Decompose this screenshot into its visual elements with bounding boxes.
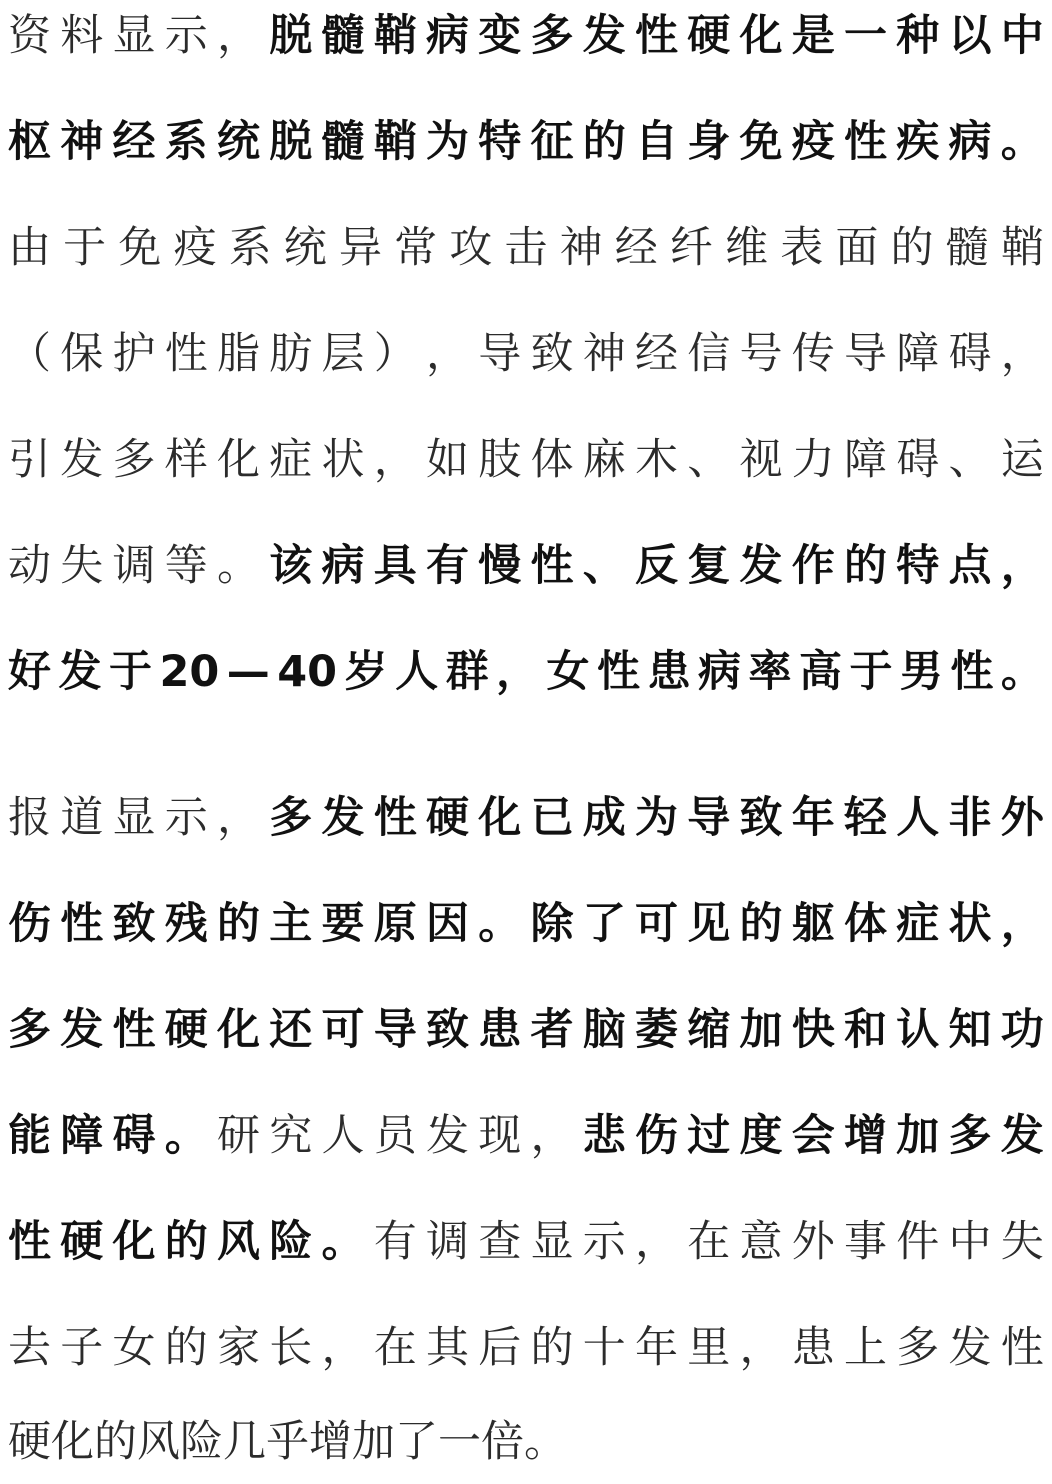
text-line (8, 1000, 1044, 1060)
text-glyph: 人 (395, 647, 439, 697)
text-glyph: 。 (478, 899, 522, 949)
text-glyph: 失 (60, 541, 104, 591)
text-glyph: 障 (896, 329, 940, 379)
text-glyph: 碍 (896, 435, 940, 485)
text-glyph: 子 (60, 1323, 104, 1373)
text-glyph: 40 (277, 647, 338, 697)
text-line (8, 6, 1044, 66)
text-glyph: 样 (164, 435, 208, 485)
text-glyph: 见 (687, 899, 731, 949)
text-glyph: 化 (217, 1005, 260, 1055)
text-glyph: 长 (269, 1323, 313, 1373)
text-glyph: 发 (58, 647, 102, 697)
text-glyph: 护 (112, 329, 156, 379)
text-glyph: 率 (748, 647, 792, 697)
text-glyph: 过 (687, 1111, 731, 1161)
text-glyph: 、 (582, 541, 626, 591)
text-glyph: 报 (8, 793, 51, 843)
text-glyph: 鞘 (373, 117, 417, 167)
text-glyph: 十 (582, 1323, 626, 1373)
text-line (8, 788, 1044, 848)
text-glyph: 高 (798, 647, 842, 697)
text-glyph: 发 (426, 1111, 469, 1161)
text-glyph: 发 (739, 541, 783, 591)
text-glyph: 慢 (478, 541, 522, 591)
text-line (8, 536, 1044, 596)
text-glyph: 木 (635, 435, 678, 485)
text-glyph: 有 (426, 541, 469, 591)
text-glyph: 人 (321, 1111, 365, 1161)
text-glyph: 功 (1000, 1005, 1044, 1055)
text-glyph: 年 (635, 1323, 678, 1373)
text-glyph: 导 (687, 793, 731, 843)
text-glyph: 枢 (8, 117, 51, 167)
text-glyph: 倍 (481, 1417, 524, 1467)
text-line (8, 642, 1044, 702)
text-glyph: 会 (791, 1111, 835, 1161)
text-glyph: 一 (438, 1417, 481, 1467)
text-glyph: 经 (614, 223, 658, 273)
text-glyph: 硬 (164, 1005, 208, 1055)
text-glyph: 的 (164, 1217, 208, 1267)
text-glyph: 等 (164, 541, 208, 591)
text-glyph: 硬 (687, 11, 731, 61)
text-glyph: 纤 (669, 223, 713, 273)
text-glyph: 了 (582, 899, 626, 949)
text-glyph: 悲 (582, 1111, 626, 1161)
text-glyph: 调 (426, 1217, 469, 1267)
text-glyph: 碍 (112, 1111, 156, 1161)
text-glyph: 男 (899, 647, 943, 697)
text-glyph: 鞘 (373, 11, 417, 61)
text-glyph: ， (373, 435, 417, 485)
text-glyph: 。 (1000, 117, 1044, 167)
text-glyph: 岁 (344, 647, 388, 697)
text-glyph: 特 (896, 541, 940, 591)
text-glyph: 以 (948, 11, 992, 61)
text-glyph: 神 (582, 329, 626, 379)
text-glyph: 视 (739, 435, 783, 485)
text-glyph: 多 (530, 11, 574, 61)
text-glyph: 躯 (791, 899, 835, 949)
text-glyph: 神 (60, 117, 104, 167)
text-glyph: 疾 (896, 117, 940, 167)
text-glyph: 发 (60, 435, 104, 485)
text-glyph: 传 (791, 329, 835, 379)
text-glyph: 多 (8, 1005, 51, 1055)
text-glyph: 多 (948, 1111, 992, 1161)
text-glyph: 风 (217, 1217, 260, 1267)
text-glyph: 动 (8, 541, 51, 591)
text-glyph: 保 (60, 329, 104, 379)
text-glyph: 轻 (844, 793, 887, 843)
text-glyph: 状 (321, 435, 365, 485)
text-glyph: 的 (164, 1323, 208, 1373)
text-glyph: 肪 (269, 329, 313, 379)
text-glyph: 萎 (635, 1005, 678, 1055)
text-glyph: 了 (395, 1417, 438, 1467)
text-glyph: 体 (844, 899, 887, 949)
text-glyph: 层 (321, 329, 365, 379)
text-glyph: 性 (950, 647, 994, 697)
text-glyph: 致 (426, 1005, 469, 1055)
text-glyph: 具 (373, 541, 417, 591)
text-glyph: 加 (352, 1417, 395, 1467)
text-glyph: 失 (1000, 1217, 1044, 1267)
text-glyph: 。 (321, 1217, 365, 1267)
text-glyph: 表 (780, 223, 824, 273)
text-line (8, 1318, 1044, 1378)
text-line (8, 1106, 1044, 1166)
text-glyph: 伤 (635, 1111, 678, 1161)
text-glyph: 加 (739, 1005, 783, 1055)
text-line (8, 324, 1044, 384)
text-glyph: 髓 (321, 117, 365, 167)
text-glyph: 示 (164, 11, 208, 61)
text-glyph: 导 (844, 329, 887, 379)
text-glyph: 知 (948, 1005, 992, 1055)
text-glyph: 为 (426, 117, 469, 167)
text-glyph: 常 (394, 223, 438, 273)
text-glyph: 去 (8, 1323, 51, 1373)
text-glyph: 的 (582, 117, 626, 167)
text-glyph: 统 (283, 223, 327, 273)
text-glyph: 变 (478, 11, 522, 61)
text-glyph: 险 (180, 1417, 223, 1467)
text-glyph: 已 (530, 793, 574, 843)
text-glyph: 征 (530, 117, 574, 167)
text-glyph: 体 (530, 435, 574, 485)
text-glyph: 的 (739, 899, 783, 949)
text-glyph: 上 (844, 1323, 887, 1373)
text-glyph: 意 (739, 1217, 783, 1267)
text-glyph: 免 (118, 223, 162, 273)
text-glyph: 发 (60, 1005, 104, 1055)
text-glyph: 患 (647, 647, 691, 697)
text-glyph: 麻 (582, 435, 626, 485)
text-glyph: 硬 (60, 1217, 104, 1267)
text-glyph: 的 (94, 1417, 137, 1467)
text-line (8, 894, 1044, 954)
text-glyph: 化 (112, 1217, 156, 1267)
text-glyph: 鞘 (1000, 223, 1044, 273)
text-glyph: 障 (60, 1111, 104, 1161)
text-glyph: 攻 (449, 223, 493, 273)
text-glyph: 于 (849, 647, 893, 697)
text-glyph: 残 (164, 899, 208, 949)
text-glyph: 性 (530, 541, 574, 591)
text-glyph: 除 (530, 899, 574, 949)
text-glyph: 年 (791, 793, 835, 843)
text-glyph: 发 (948, 1323, 992, 1373)
text-glyph: 引 (8, 435, 51, 485)
text-glyph: 疫 (173, 223, 217, 273)
text-glyph: 统 (217, 117, 260, 167)
text-glyph: 该 (269, 541, 313, 591)
text-glyph: 号 (739, 329, 783, 379)
text-glyph: 中 (948, 1217, 992, 1267)
text-glyph: ， (1000, 329, 1044, 379)
text-glyph: 。 (1000, 647, 1044, 697)
text-glyph: 。 (164, 1111, 208, 1161)
text-glyph: 肢 (478, 435, 522, 485)
text-glyph: 的 (217, 899, 260, 949)
text-glyph: 增 (309, 1417, 352, 1467)
text-glyph: 发 (1000, 1111, 1044, 1161)
text-line (8, 430, 1044, 490)
text-glyph: 和 (844, 1005, 887, 1055)
text-glyph: 导 (478, 329, 522, 379)
text-glyph: 显 (112, 793, 156, 843)
text-glyph: ， (1000, 541, 1044, 591)
text-glyph: 好 (8, 647, 51, 697)
text-glyph: （ (8, 329, 51, 379)
text-glyph: 事 (844, 1217, 887, 1267)
text-glyph: 点 (948, 541, 992, 591)
text-glyph: 的 (844, 541, 887, 591)
text-glyph: 示 (164, 793, 208, 843)
text-glyph: 、 (687, 435, 731, 485)
text-glyph: 群 (445, 647, 489, 697)
text-glyph: 脂 (217, 329, 260, 379)
text-glyph: 的 (530, 1323, 574, 1373)
text-glyph: 人 (896, 793, 940, 843)
text-glyph: 神 (559, 223, 603, 273)
text-glyph: 显 (112, 11, 156, 61)
text-glyph: 因 (426, 899, 469, 949)
text-glyph: 病 (948, 117, 992, 167)
text-glyph: ， (217, 11, 260, 61)
text-glyph: 化 (478, 793, 522, 843)
text-glyph: 示 (582, 1217, 626, 1267)
text-glyph: 在 (687, 1217, 731, 1267)
text-glyph: 症 (269, 435, 313, 485)
text-glyph: 件 (896, 1217, 940, 1267)
text-glyph: 道 (60, 793, 104, 843)
text-glyph: 快 (791, 1005, 835, 1055)
text-glyph: 家 (217, 1323, 260, 1373)
text-glyph: 主 (269, 899, 313, 949)
text-glyph: 特 (478, 117, 522, 167)
text-glyph: 击 (504, 223, 548, 273)
text-glyph: 外 (791, 1217, 835, 1267)
text-glyph: 险 (269, 1217, 313, 1267)
text-glyph: 还 (269, 1005, 313, 1055)
text-glyph: 硬 (426, 793, 469, 843)
text-glyph: 伤 (8, 899, 51, 949)
text-glyph: 经 (112, 117, 156, 167)
text-glyph: 查 (478, 1217, 522, 1267)
text-glyph: 资 (8, 11, 51, 61)
text-glyph: 自 (635, 117, 678, 167)
text-glyph: — (226, 647, 270, 697)
text-glyph: 者 (530, 1005, 574, 1055)
text-glyph: 复 (687, 541, 731, 591)
text-glyph: 性 (373, 793, 417, 843)
text-glyph: 髓 (321, 11, 365, 61)
text-glyph: 。 (524, 1417, 567, 1467)
text-glyph: 是 (791, 11, 835, 61)
text-glyph: 性 (8, 1217, 51, 1267)
text-glyph: 致 (112, 899, 156, 949)
text-glyph: 碍 (948, 329, 992, 379)
text-glyph: 一 (844, 11, 887, 61)
text-glyph: 认 (896, 1005, 940, 1055)
text-glyph: 致 (530, 329, 574, 379)
text-glyph: 力 (791, 435, 835, 485)
text-glyph: 其 (426, 1323, 469, 1373)
text-glyph: 于 (108, 647, 152, 697)
text-glyph: ， (1000, 899, 1044, 949)
text-glyph: ） (373, 329, 417, 379)
text-glyph: 化 (739, 11, 783, 61)
text-glyph: 料 (60, 11, 104, 61)
text-glyph: 病 (321, 541, 365, 591)
text-glyph: 外 (1000, 793, 1044, 843)
text-glyph: 化 (51, 1417, 94, 1467)
text-glyph: 如 (426, 435, 469, 485)
text-glyph: 在 (373, 1323, 417, 1373)
text-glyph: 究 (269, 1111, 313, 1161)
text-glyph: 身 (687, 117, 731, 167)
text-glyph: 性 (844, 117, 887, 167)
text-glyph: ， (635, 1217, 678, 1267)
text-glyph: 性 (164, 329, 208, 379)
text-glyph: 风 (137, 1417, 180, 1467)
text-glyph: 性 (112, 1005, 156, 1055)
text-glyph: 为 (635, 793, 678, 843)
text-glyph: 。 (217, 541, 260, 591)
text-glyph: 可 (635, 899, 678, 949)
text-glyph: 可 (321, 1005, 365, 1055)
text-glyph: 增 (844, 1111, 887, 1161)
text-glyph: 障 (844, 435, 887, 485)
text-glyph: 免 (739, 117, 783, 167)
text-glyph: 多 (269, 793, 313, 843)
text-glyph: 由 (8, 223, 51, 273)
text-glyph: 脱 (269, 117, 313, 167)
text-glyph: 患 (791, 1323, 835, 1373)
text-glyph: 缩 (687, 1005, 731, 1055)
text-glyph: 加 (896, 1111, 940, 1161)
text-line (8, 218, 1044, 278)
text-glyph: 患 (478, 1005, 522, 1055)
text-glyph: 性 (60, 899, 104, 949)
text-glyph: 调 (112, 541, 156, 591)
text-glyph: 员 (373, 1111, 417, 1161)
text-glyph: 里 (687, 1323, 731, 1373)
text-glyph: 种 (896, 11, 940, 61)
text-glyph: 疫 (791, 117, 835, 167)
text-glyph: 系 (164, 117, 208, 167)
text-glyph: 症 (896, 899, 940, 949)
text-glyph: ， (496, 647, 540, 697)
text-glyph: 多 (896, 1323, 940, 1373)
text-glyph: 20 (159, 647, 220, 697)
text-glyph: 成 (582, 793, 626, 843)
text-glyph: 病 (697, 647, 741, 697)
text-glyph: 病 (426, 11, 469, 61)
text-glyph: 女 (112, 1323, 156, 1373)
text-glyph: ， (426, 329, 469, 379)
text-glyph: 硬 (8, 1417, 51, 1467)
text-glyph: 运 (1000, 435, 1044, 485)
text-glyph: 乎 (266, 1417, 309, 1467)
text-glyph: 的 (890, 223, 934, 273)
text-glyph: 女 (546, 647, 590, 697)
text-glyph: 维 (725, 223, 769, 273)
text-glyph: 几 (223, 1417, 266, 1467)
text-glyph: ， (217, 793, 260, 843)
text-glyph: ， (321, 1323, 365, 1373)
text-glyph: 异 (338, 223, 382, 273)
text-line (8, 1212, 1044, 1272)
text-glyph: 状 (948, 899, 992, 949)
text-line (8, 112, 1044, 172)
text-glyph: 脱 (269, 11, 313, 61)
text-glyph: 反 (635, 541, 678, 591)
text-glyph: 要 (321, 899, 365, 949)
text-glyph: 非 (948, 793, 992, 843)
text-glyph: 原 (373, 899, 417, 949)
text-glyph: 性 (597, 647, 641, 697)
text-glyph: 有 (373, 1217, 417, 1267)
text-glyph: ， (739, 1323, 783, 1373)
text-glyph: ， (530, 1111, 574, 1161)
text-glyph: 现 (478, 1111, 522, 1161)
text-line (8, 1412, 1044, 1472)
text-glyph: 度 (739, 1111, 783, 1161)
text-glyph: 信 (687, 329, 731, 379)
text-glyph: 经 (635, 329, 678, 379)
text-glyph: 系 (228, 223, 272, 273)
text-glyph: 显 (530, 1217, 574, 1267)
text-glyph: 脑 (582, 1005, 626, 1055)
text-glyph: 能 (8, 1111, 51, 1161)
text-glyph: 面 (835, 223, 879, 273)
text-glyph: 髓 (945, 223, 989, 273)
text-glyph: 性 (635, 11, 678, 61)
text-glyph: 发 (582, 11, 626, 61)
text-glyph: 中 (1000, 11, 1044, 61)
text-glyph: 导 (373, 1005, 417, 1055)
text-glyph: 、 (948, 435, 992, 485)
text-glyph: 于 (63, 223, 107, 273)
text-glyph: 作 (791, 541, 835, 591)
text-glyph: 多 (112, 435, 156, 485)
text-glyph: 后 (478, 1323, 522, 1373)
text-glyph: 研 (217, 1111, 260, 1161)
text-glyph: 发 (321, 793, 365, 843)
text-glyph: 致 (739, 793, 783, 843)
text-glyph: 性 (1000, 1323, 1044, 1373)
text-glyph: 化 (217, 435, 260, 485)
